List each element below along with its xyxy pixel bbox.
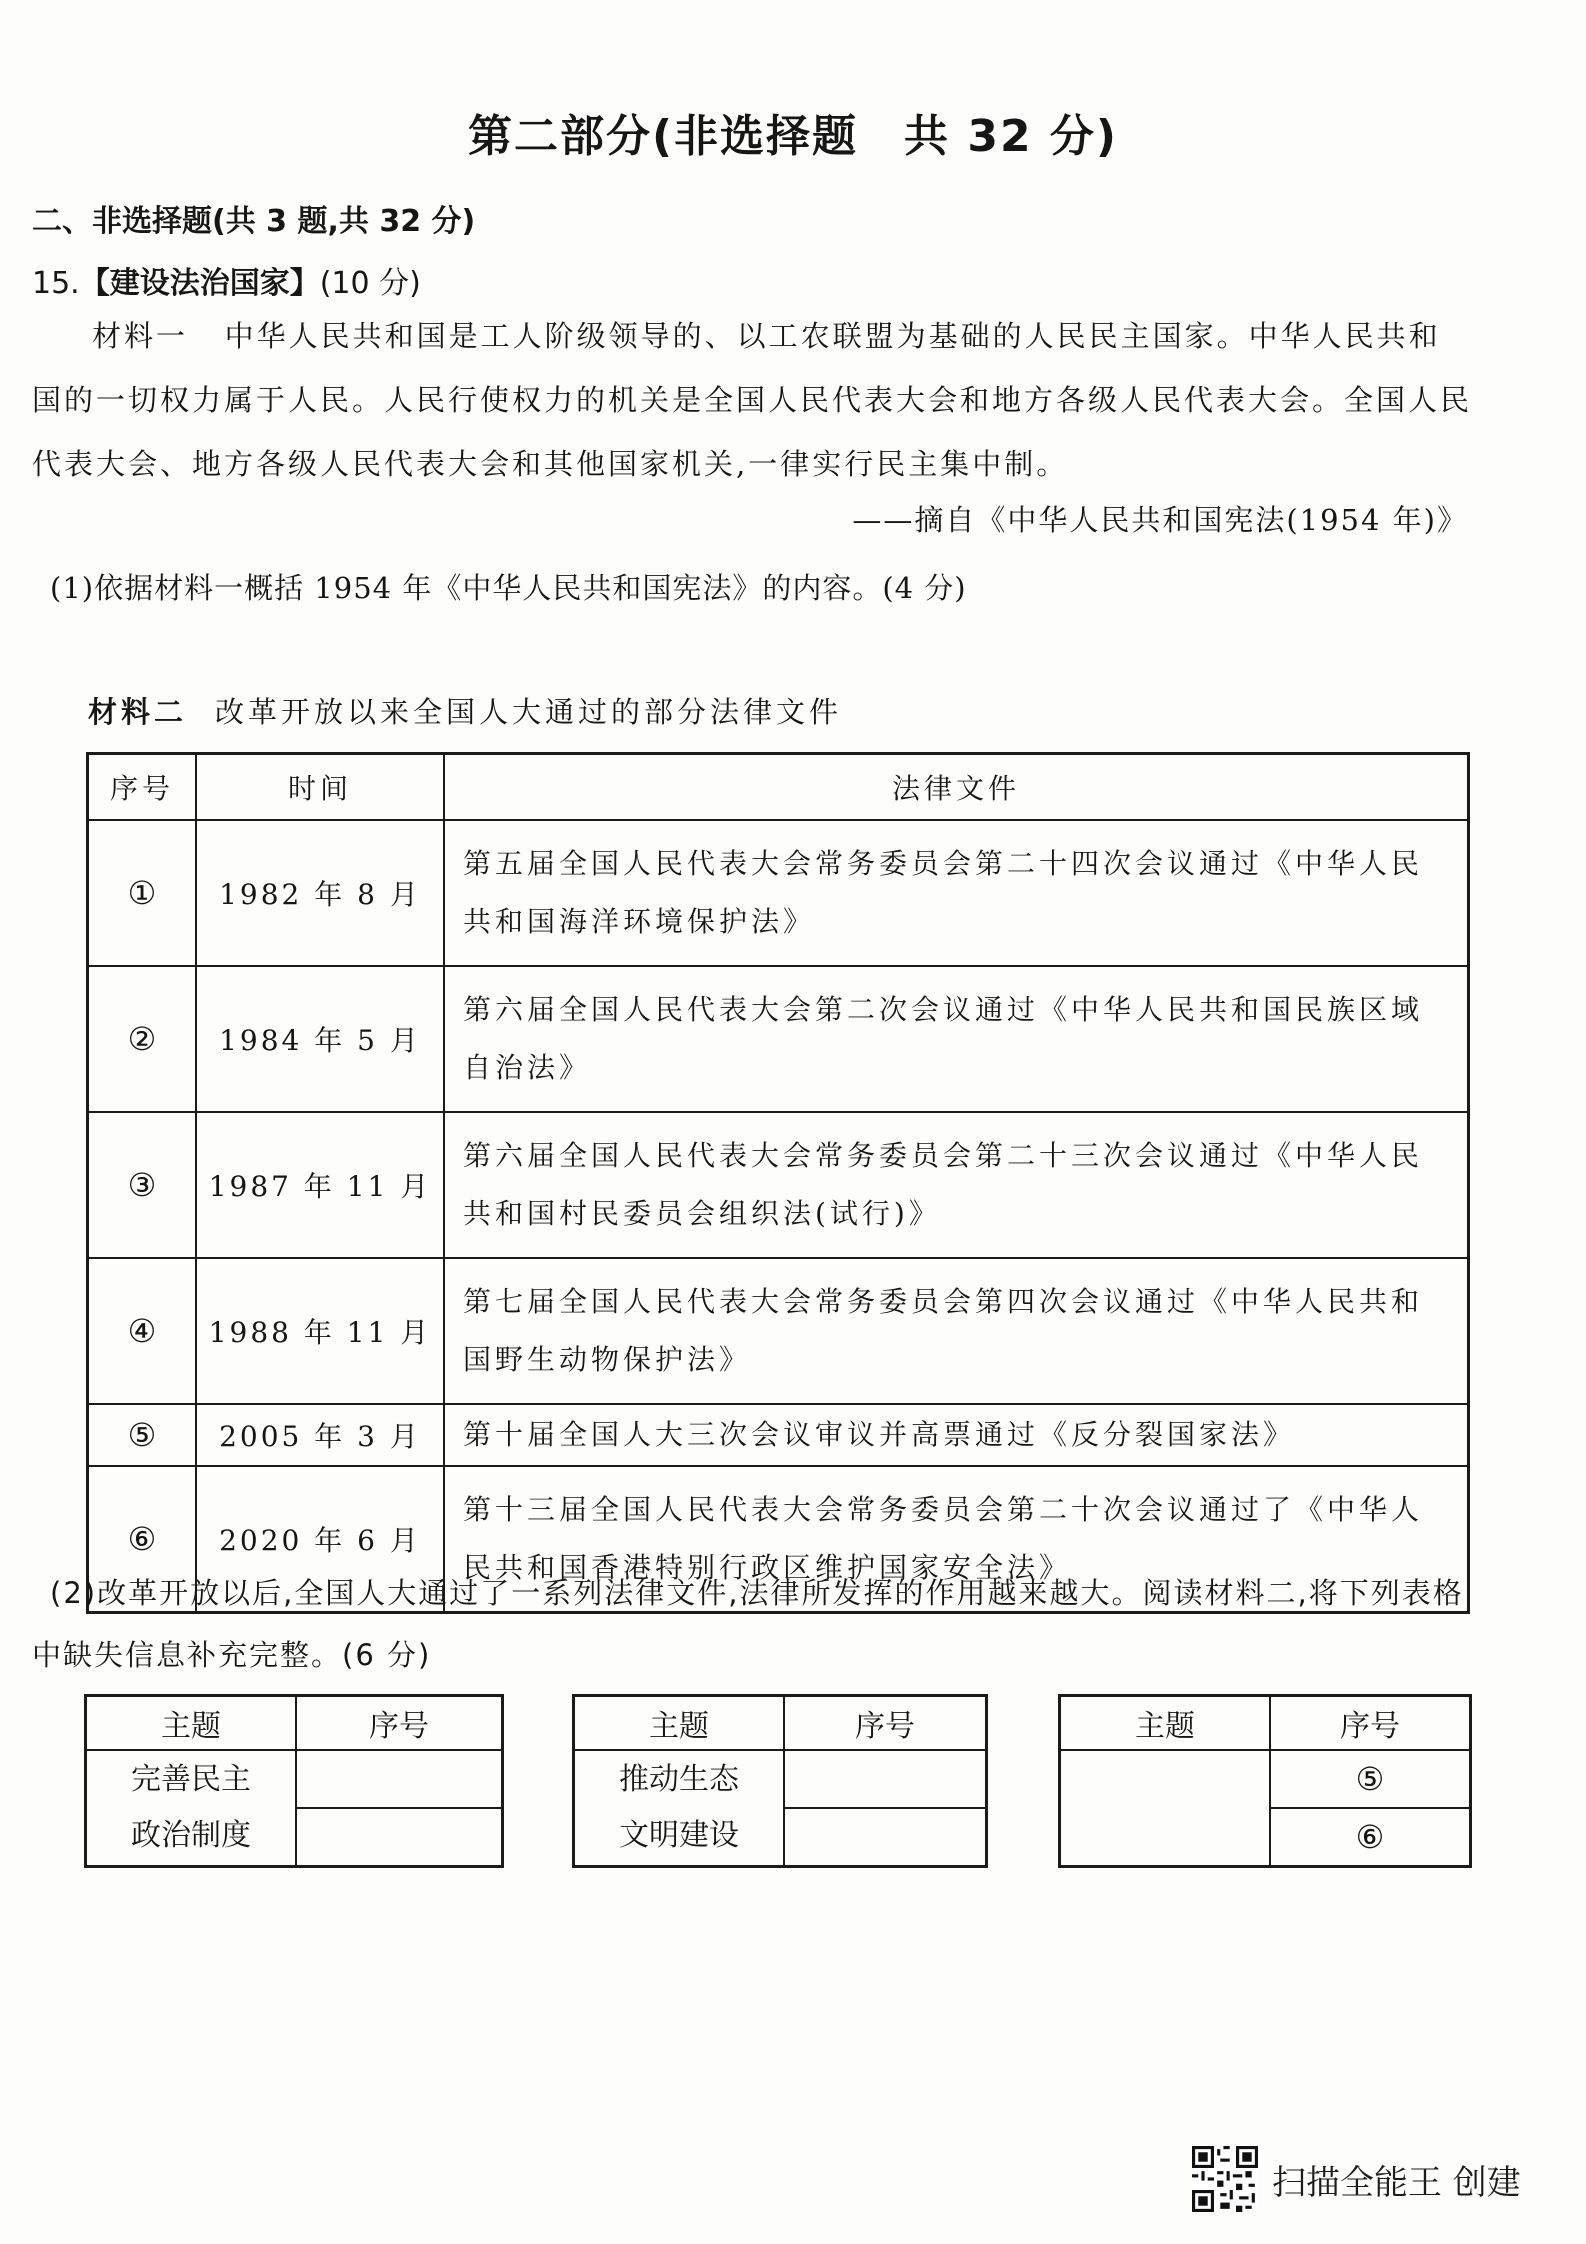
- answer-header-theme: 主题: [1060, 1696, 1271, 1751]
- sub-question-1: (1)依据材料一概括 1954 年《中华人民共和国宪法》的内容。(4 分): [50, 571, 967, 605]
- row-index: ④: [88, 1258, 197, 1404]
- material-two-caption: 改革开放以来全国人大通过的部分法律文件: [215, 695, 843, 729]
- table-row: [88, 1404, 1469, 1466]
- row-time: 1982 年 8 月: [196, 820, 444, 966]
- row-index: ③: [88, 1112, 197, 1258]
- table-row: [88, 966, 1469, 1112]
- answer-table-democracy: [84, 1694, 504, 1868]
- header-document: 法律文件: [444, 754, 1469, 821]
- table-row: [88, 1258, 1469, 1404]
- table-header-row: [88, 754, 1469, 821]
- row-document: 第十届全国人大三次会议审议并高票通过《反分裂国家法》: [444, 1404, 1469, 1466]
- material-one-label: 材料一: [92, 319, 189, 353]
- row-document: 第七届全国人民代表大会常务委员会第四次会议通过《中华人民共和国野生动物保护法》: [444, 1258, 1469, 1404]
- answer-header-index: 序号: [1270, 1696, 1471, 1751]
- answer-blank-cell[interactable]: [784, 1808, 987, 1867]
- table-row: [88, 820, 1469, 966]
- question-heading: [32, 258, 421, 302]
- section-heading: 二、非选择题(共 3 题,共 32 分): [32, 204, 476, 239]
- question-number: 15.: [32, 266, 80, 301]
- answer-theme-line: 文明建设: [619, 1818, 739, 1853]
- row-document: 第六届全国人民代表大会常务委员会第二十三次会议通过《中华人民共和国村民委员会组织法(试行)》: [444, 1112, 1469, 1258]
- row-time: 1988 年 11 月: [196, 1258, 444, 1404]
- sub-question-2-text: (2)改革开放以后,全国人大通过了一系列法律文件,法律所发挥的作用越来越大。阅读材料二,将下列表格中缺失信息补充完整。(6 分): [32, 1576, 1464, 1672]
- answer-header-theme: 主题: [86, 1696, 297, 1751]
- answer-table-ecology: [572, 1694, 988, 1868]
- answer-table-theme-blank: [1058, 1694, 1472, 1868]
- answer-blank-cell[interactable]: [296, 1808, 503, 1867]
- row-time: 2020 年 6 月: [196, 1466, 444, 1613]
- answer-header-theme: 主题: [574, 1696, 785, 1751]
- sub-question-2: [32, 1562, 1472, 1686]
- row-document: 第六届全国人民代表大会第二次会议通过《中华人民共和国民族区域自治法》: [444, 966, 1469, 1112]
- material-one-source: ——摘自《中华人民共和国宪法(1954 年)》: [852, 503, 1468, 537]
- header-index: 序号: [88, 754, 197, 821]
- header-time: 时间: [196, 754, 444, 821]
- answer-index-cell: ⑥: [1270, 1808, 1471, 1867]
- row-index: ⑤: [88, 1404, 197, 1466]
- row-time: 1984 年 5 月: [196, 966, 444, 1112]
- material-two-title: [88, 690, 842, 731]
- row-document: 第十三届全国人民代表大会常务委员会第二十次会议通过了《中华人民共和国香港特别行政区维护国家安全法》: [444, 1466, 1469, 1613]
- row-time: 2005 年 3 月: [196, 1404, 444, 1466]
- material-two-label: 材料二: [88, 695, 188, 729]
- answer-theme: [86, 1750, 297, 1867]
- answer-index-cell: ⑤: [1270, 1750, 1471, 1808]
- question-score: (10 分): [319, 266, 421, 301]
- question-topic: 【建设法治国家】: [79, 266, 320, 301]
- answer-header-index: 序号: [296, 1696, 503, 1751]
- law-documents-table: [86, 752, 1470, 1614]
- answer-blank-theme-cell[interactable]: [1060, 1750, 1271, 1867]
- answer-theme-line: 政治制度: [131, 1818, 251, 1853]
- part-title: 第二部分(非选择题 共 32 分): [467, 111, 1119, 162]
- row-time: 1987 年 11 月: [196, 1112, 444, 1258]
- answer-theme-line: 推动生态: [619, 1762, 739, 1797]
- scanner-app-name: 扫描全能王 创建: [1272, 2162, 1521, 2203]
- answer-blank-cell[interactable]: [296, 1750, 503, 1808]
- answer-theme-line: 完善民主: [131, 1762, 251, 1797]
- row-index: ②: [88, 966, 197, 1112]
- row-document: 第五届全国人民代表大会常务委员会第二十四次会议通过《中华人民共和国海洋环境保护法》: [444, 820, 1469, 966]
- table-row: [88, 1112, 1469, 1258]
- answer-theme: [574, 1750, 785, 1867]
- qr-code-icon: [1192, 2146, 1258, 2212]
- answer-blank-cell[interactable]: [784, 1750, 987, 1808]
- material-one-text: 中华人民共和国是工人阶级领导的、以工农联盟为基础的人民民主国家。中华人民共和国的一切权力属于人民。人民行使权力的机关是全国人民代表大会和地方各级人民代表大会。全国人民代表大会、地方各级人民代表大会和其他国家机关,一律实行民主集中制。: [32, 319, 1473, 481]
- row-index: ①: [88, 820, 197, 966]
- row-index: ⑥: [88, 1466, 197, 1613]
- answer-header-index: 序号: [784, 1696, 987, 1751]
- material-one-paragraph: [32, 304, 1472, 496]
- scanner-watermark: [1192, 2146, 1521, 2212]
